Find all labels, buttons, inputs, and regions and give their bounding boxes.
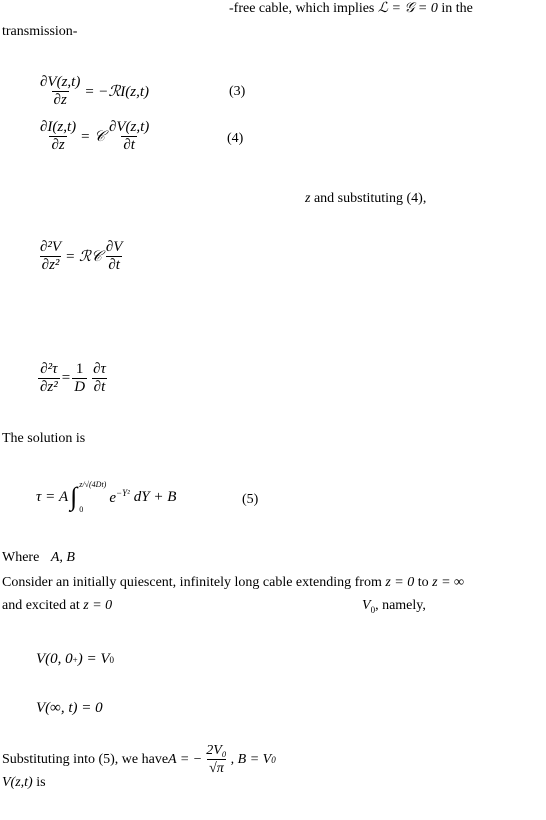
- eq5-integrand: $e^{-Y^2}$: [109, 487, 130, 506]
- where-line: [2, 550, 75, 566]
- tau-rhs-den: ∂t: [93, 379, 106, 395]
- bc1-sub: 0: [109, 654, 115, 665]
- eq4-number: (4): [227, 131, 244, 146]
- eq5-lhs: τ = A: [36, 488, 69, 505]
- v0-subscript: 0: [370, 604, 376, 615]
- tau-rhs-fraction: [91, 361, 108, 396]
- consider-eq1: z = 0: [385, 575, 415, 590]
- boundary-condition-2: V(∞, t) = 0: [36, 700, 103, 716]
- subst-var: z: [305, 191, 311, 206]
- substituting-line: [2, 742, 276, 777]
- eq3-number: (3): [229, 84, 246, 99]
- subst-b: , B = V: [230, 751, 272, 767]
- tau-c-fraction: [72, 361, 87, 396]
- bc1-lhs: V(0, 0: [36, 651, 73, 667]
- where-vars: A, B: [50, 550, 75, 565]
- subst-text: and substituting (4),: [310, 191, 427, 206]
- consider-line-2: [2, 598, 112, 614]
- text-line-substituting: [305, 191, 426, 207]
- consider-text1: Consider an initially quiescent, infinitely long cable extending from: [2, 575, 386, 590]
- eq3-lhs-fraction: [38, 74, 82, 109]
- bc1-sup: +: [72, 654, 78, 665]
- consider-eq2: z = ∞: [432, 575, 465, 590]
- diff-lhs-fraction: [38, 239, 63, 274]
- equation-5: [36, 480, 176, 514]
- subst-b-sub: 0: [271, 754, 276, 765]
- tau-lhs-num: ∂²τ: [40, 361, 58, 377]
- consider-eq3: z = 0: [83, 598, 113, 613]
- tau-lhs-den: ∂z²: [40, 379, 58, 395]
- subst-a-num: 2V₀: [206, 743, 227, 758]
- equation-4: [36, 119, 153, 154]
- diff-rhs-num: ∂V: [105, 239, 123, 255]
- consider-v0: [362, 598, 426, 615]
- eq4-rhs-den: ∂t: [123, 137, 135, 153]
- boundary-condition-1: [36, 651, 114, 668]
- v0-symbol: V: [362, 598, 371, 613]
- equation-3: [36, 74, 149, 109]
- eq5-tail: dY + B: [133, 488, 177, 505]
- diff-rhs-fraction: [104, 239, 125, 274]
- solution-text: The solution is: [2, 431, 86, 446]
- eq3-lhs-den: ∂z: [53, 92, 67, 108]
- text-line-2: transmission-: [2, 24, 78, 39]
- subst-a-fraction: [204, 742, 228, 777]
- line1-suffix: in the: [437, 1, 473, 16]
- integral-limits: [79, 480, 106, 514]
- diff-lhs-num: ∂²V: [40, 239, 62, 255]
- diff-lhs-den: ∂z²: [41, 257, 60, 273]
- integral-sign: ∫: [70, 482, 78, 511]
- consider-text2: and excited at: [2, 598, 84, 613]
- eq4-lhs-fraction: [38, 119, 78, 154]
- subst-a-lhs: A = −: [168, 751, 203, 767]
- eq4-rhs-fraction: [107, 119, 151, 154]
- subst-text-intro: Substituting into (5), we have: [2, 751, 169, 767]
- eq5-upper: z/√(4Dt): [79, 480, 107, 489]
- last-expr: V(z,t): [2, 775, 33, 790]
- equation-diffusion-v: [36, 239, 126, 274]
- tau-rhs-num: ∂τ: [93, 361, 106, 377]
- tau-eq: =: [61, 370, 71, 386]
- eq3-rhs: = −ℛI(z,t): [84, 84, 150, 100]
- eq5-exp: −Y²: [116, 487, 130, 498]
- eq4-lhs-num: ∂I(z,t): [40, 119, 77, 135]
- diff-mid: = ℛ𝒞: [65, 249, 102, 265]
- namely-text: , namely,: [375, 598, 426, 613]
- where-label: Where: [2, 550, 40, 565]
- consider-to: to: [414, 575, 433, 590]
- eq5-lower: 0: [79, 505, 84, 514]
- bc1-rhs: ) = V: [77, 651, 110, 667]
- line1-prefix: -free cable, which implies: [229, 1, 378, 16]
- last-line: [2, 775, 46, 791]
- consider-line-1: [2, 575, 464, 591]
- last-text: is: [32, 775, 46, 790]
- diff-rhs-den: ∂t: [108, 257, 120, 273]
- tau-lhs-fraction: [38, 361, 60, 396]
- eq3-lhs-num: ∂V(z,t): [40, 74, 81, 90]
- eq5-number: (5): [242, 492, 259, 507]
- tau-c-num: 1: [75, 361, 84, 377]
- equation-diffusion-tau: [36, 361, 110, 396]
- line1-eq: ℒ = 𝒢 = 0: [377, 1, 438, 16]
- tau-c-den: D: [74, 379, 86, 395]
- eq4-rhs-num: ∂V(z,t): [108, 119, 150, 135]
- eq4-lhs-den: ∂z: [51, 137, 65, 153]
- eq4-mid: = 𝒞: [80, 128, 105, 145]
- subst-a-den: √π: [209, 761, 224, 776]
- text-line-1: [229, 0, 473, 17]
